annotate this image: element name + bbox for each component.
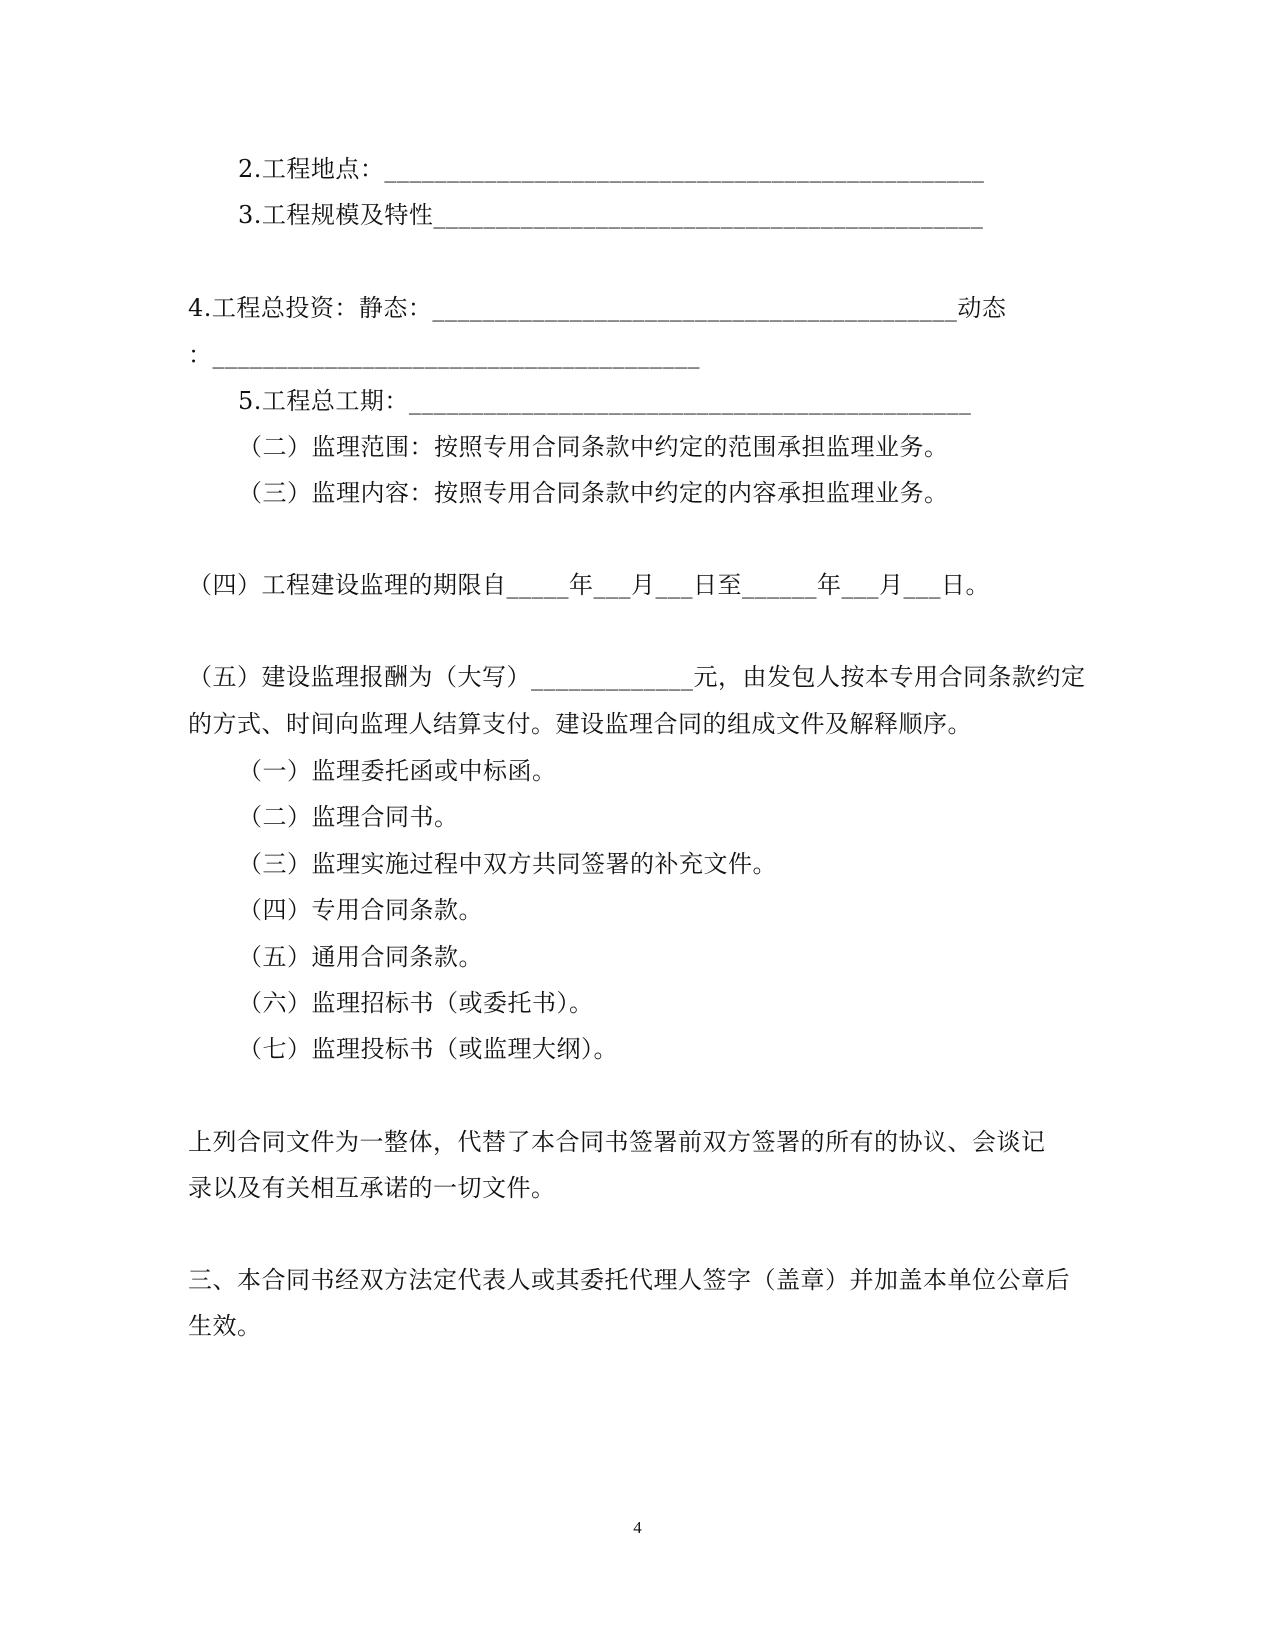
project-location-line: 2.工程地点：________________________________________________ [238, 155, 985, 183]
document-order-item-2: （二）监理合同书。 [238, 803, 459, 831]
document-order-item-3: （三）监理实施过程中双方共同签署的补充文件。 [238, 850, 777, 878]
remuneration-line: （五）建设监理报酬为（大写）_____________元，由发包人按本专用合同条款约定 [188, 663, 1086, 691]
payment-method-line: 的方式、时间向监理人结算支付。建设监理合同的组成文件及解释顺序。 [188, 710, 972, 738]
document-order-item-6: （六）监理招标书（或委托书）。 [238, 989, 594, 1017]
scope-line: （二）监理范围：按照专用合同条款中约定的范围承担监理业务。 [238, 433, 949, 461]
content-line: （三）监理内容：按照专用合同条款中约定的内容承担监理业务。 [238, 479, 949, 507]
document-order-item-1: （一）监理委托函或中标函。 [238, 757, 557, 785]
document-order-item-7: （七）监理投标书（或监理大纲）。 [238, 1035, 618, 1063]
effectiveness-clause-line-1: 三、本合同书经双方法定代表人或其委托代理人签字（盖章）并加盖本单位公章后 [188, 1266, 1070, 1294]
total-duration-line: 5.工程总工期：_____________________________________________ [238, 387, 972, 415]
document-order-item-5: （五）通用合同条款。 [238, 943, 483, 971]
total-investment-line: 4.工程总投资：静态：__________________________________________动态 [188, 294, 1007, 322]
dynamic-investment-line: ：_______________________________________ [188, 341, 700, 369]
period-line: （四）工程建设监理的期限自_____年___月___日至______年___月___日。 [188, 571, 990, 599]
effectiveness-clause-line-2: 生效。 [188, 1312, 262, 1340]
integrity-clause-line-2: 录以及有关相互承诺的一切文件。 [188, 1174, 556, 1202]
page-number: 4 [633, 1518, 642, 1537]
integrity-clause-line-1: 上列合同文件为一整体，代替了本合同书签署前双方签署的所有的协议、会谈记 [188, 1128, 1046, 1156]
document-order-item-4: （四）专用合同条款。 [238, 896, 483, 924]
project-scale-line: 3.工程规模及特性____________________________________________ [238, 201, 984, 229]
